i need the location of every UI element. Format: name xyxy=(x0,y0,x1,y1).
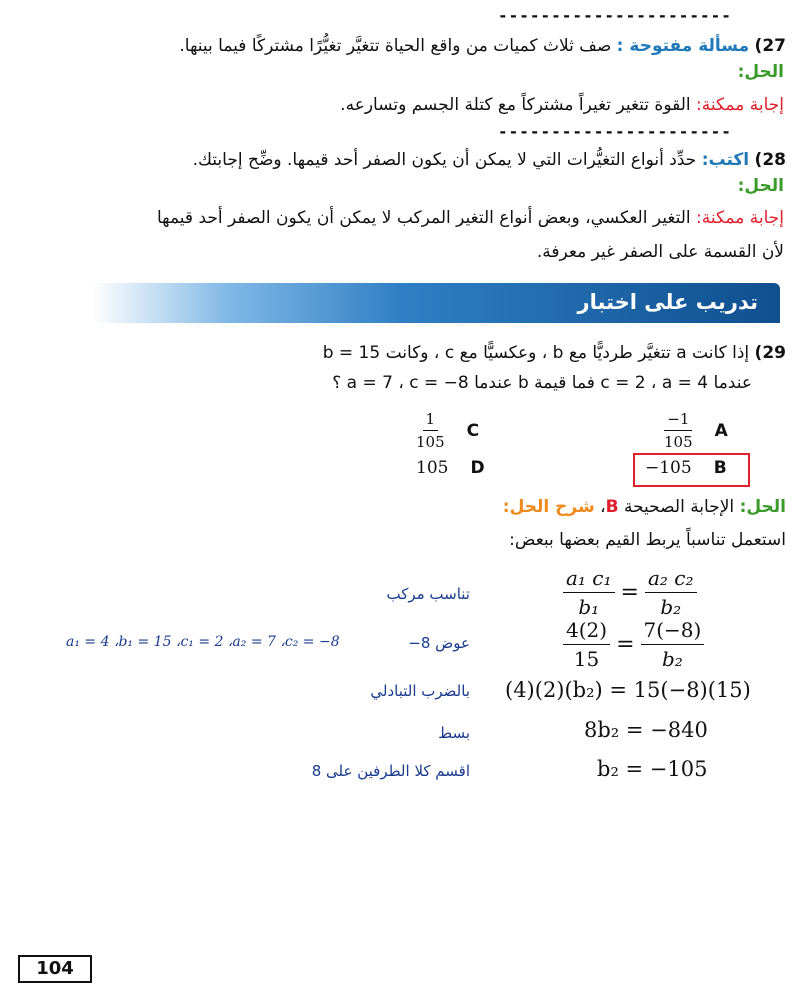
question-number: 29) xyxy=(754,343,786,363)
solution-label: الحل: xyxy=(739,497,786,517)
fraction-numerator: 7(−8) xyxy=(641,618,705,645)
fraction-denominator: 105 xyxy=(664,433,693,451)
fraction-left xyxy=(563,618,610,671)
answer-label: إجابة ممكنة: xyxy=(696,208,784,228)
question-28 xyxy=(193,150,786,170)
correct-letter: B xyxy=(605,497,619,517)
page-number: 104 xyxy=(18,955,92,983)
answer-27 xyxy=(340,95,784,115)
equals-sign: = xyxy=(620,580,639,605)
fraction-numerator: −1 xyxy=(664,410,692,431)
choice-letter: B xyxy=(713,458,727,478)
choice-a-fraction xyxy=(664,410,693,451)
fraction-denominator: b₂ xyxy=(660,595,682,619)
choice-letter: A xyxy=(714,420,728,441)
solution-label-27: الحل: xyxy=(737,62,784,82)
answer-text-line1: التغير العكسي، وبعض أنواع التغير المركب لا يمكن أن يكون الصفر أحد قيمها xyxy=(156,208,691,228)
step-label-3: بالضرب التبادلي xyxy=(370,682,470,700)
fraction-left xyxy=(563,566,615,619)
choice-c[interactable] xyxy=(416,410,479,451)
question-27 xyxy=(179,36,786,56)
fraction-denominator: b₂ xyxy=(661,647,683,671)
step-label-1: تناسب مركب xyxy=(386,585,470,603)
correct-prefix: الإجابة الصحيحة xyxy=(623,497,735,517)
choice-letter: C xyxy=(466,420,480,441)
answer-text: القوة تتغير تغيراً مشتركاً مع كتلة الجسم وتسارعه. xyxy=(340,95,691,115)
separator-middle: ---------------------- xyxy=(498,122,732,141)
fraction-right xyxy=(641,618,705,671)
fraction-denominator: 105 xyxy=(416,433,445,451)
question-tag: مسألة مفتوحة : xyxy=(616,36,750,56)
step-eq-3: (4)(2)(b₂) = 15(−8)(15) xyxy=(505,678,751,702)
step-eq-5: b₂ = −105 xyxy=(597,757,708,781)
step-label-5: اقسم كلا الطرفين على 8 xyxy=(311,762,470,780)
question-number: 27) xyxy=(754,36,786,56)
fraction-numerator: a₂ c₂ xyxy=(645,566,697,593)
step-eq-4: 8b₂ = −840 xyxy=(584,718,708,742)
question-tag: اكتب: xyxy=(701,150,750,170)
fraction-denominator: 15 xyxy=(573,647,600,671)
choice-a[interactable] xyxy=(664,410,728,451)
question-29-line2: عندما c = 2 ، a = 4 فما قيمة b عندما a = 7 ، c = −8 ؟ xyxy=(332,373,752,393)
banner-title: تدريب على اختبار xyxy=(577,290,758,314)
practice-banner xyxy=(92,283,780,323)
choice-d[interactable] xyxy=(416,458,485,478)
solution-intro: استعمل تناسباً يربط القيم بعضها ببعض: xyxy=(509,530,786,550)
equals-sign: = xyxy=(616,632,635,657)
question-line1: إذا كانت a تتغيَّر طرديًّا مع b ، وعكسيًّا مع c ، وكانت b = 15 xyxy=(322,343,750,363)
fraction-numerator: a₁ c₁ xyxy=(563,566,615,593)
fraction-numerator: 1 xyxy=(423,410,439,431)
step-label-2: عوض 8− xyxy=(408,634,470,652)
fraction-numerator: 4(2) xyxy=(563,618,610,645)
fraction-right xyxy=(645,566,697,619)
answer-label: إجابة ممكنة: xyxy=(696,95,784,115)
substitution-values: a₁ = 4 ،b₁ = 15 ،c₁ = 2 ،a₂ = 7 ،c₂ = −8 xyxy=(66,634,340,650)
choice-b[interactable] xyxy=(645,458,727,478)
question-29 xyxy=(323,343,786,363)
choice-letter: D xyxy=(470,458,485,478)
separator-top: ---------------------- xyxy=(498,6,732,25)
answer-28-line2: لأن القسمة على الصفر غير معرفة. xyxy=(536,242,784,262)
question-number: 28) xyxy=(754,150,786,170)
choice-d-value: 105 xyxy=(416,458,449,478)
solution-29: الحل: الإجابة الصحيحة B، شرح الحل: xyxy=(502,497,786,517)
step-eq-1 xyxy=(563,566,697,619)
question-text: حدِّد أنواع التغيُّرات التي لا يمكن أن يكون الصفر أحد قيمها. وضِّح إجابتك. xyxy=(192,150,697,170)
answer-28 xyxy=(157,208,784,228)
choice-c-fraction xyxy=(416,410,445,451)
question-text: صف ثلاث كميات من واقع الحياة تتغيَّر تغيُّرًا مشتركًا فيما بينها. xyxy=(179,36,612,56)
step-eq-2 xyxy=(563,618,704,671)
fraction-denominator: b₁ xyxy=(578,595,600,619)
explain-label: شرح الحل: xyxy=(502,497,595,517)
solution-label-28: الحل: xyxy=(737,176,784,196)
step-label-4: بسط xyxy=(438,724,470,742)
choice-b-value: −105 xyxy=(645,458,692,478)
